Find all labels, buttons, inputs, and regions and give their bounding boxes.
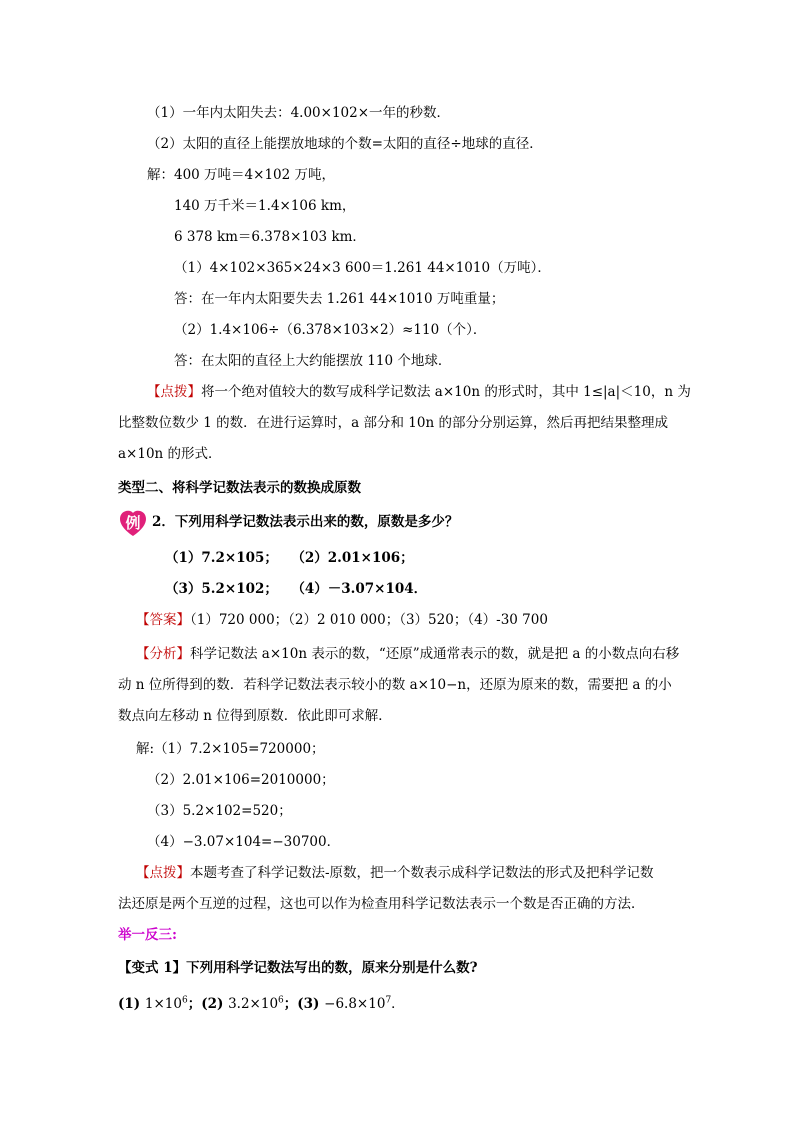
answer-line: 答：在太阳的直径上大约能摆放 110 个地球． [174, 353, 452, 369]
math-exponent: 7 [385, 995, 392, 1006]
text-line: （2）太阳的直径上能摆放地球的个数=太阳的直径÷地球的直径． [147, 136, 543, 152]
analysis-label: 【分析】 [136, 646, 190, 662]
solution-line: 解:（1）7.2×105=720000； [136, 741, 325, 757]
item-prefix: ；(2) [187, 996, 224, 1012]
question-item: （1）7.2×105； （2）2.01×106； [165, 550, 414, 566]
math-expression [228, 996, 284, 1012]
answer-line: 答：在一年内太阳要失去 1.261 44×1010 万吨重量； [174, 291, 505, 307]
math-base: 3.2×10 [228, 996, 279, 1012]
math-expression [324, 996, 391, 1012]
analysis-text: 科学记数法 a×10n 表示的数，“还原”成通常表示的数，就是把 a 的小数点向右移 [190, 646, 680, 662]
solution-intro: 解：400 万吨＝4×102 万吨， [147, 167, 336, 183]
solution-line: （3）5.2×102=520； [147, 803, 292, 819]
variant-items [118, 994, 405, 1014]
tip-label: 【点拨】 [136, 865, 190, 881]
answer-row [136, 610, 548, 630]
text-line: （1）4×102×365×24×3 600＝1.261 44×1010（万吨）． [174, 260, 551, 276]
answer-text: （1）720 000；（2）2 010 000；（3）520；（4）-30 700 [190, 612, 548, 628]
math-exponent: 6 [181, 995, 188, 1006]
tip-label: 【点拨】 [147, 384, 201, 400]
section-heading: 类型二、将科学记数法表示的数换成原数 [118, 480, 361, 496]
math-expression [145, 996, 188, 1012]
text-line: （1）一年内太阳失去：4.00×102×一年的秒数． [147, 105, 451, 121]
variant-question: 【变式 1】下列用科学记数法写出的数，原来分别是什么数? [118, 960, 478, 976]
math-base: −6.8×10 [324, 996, 386, 1012]
tip-paragraph-line: 比整数位数少 1 的数．在进行运算时，a 部分和 10n 的部分分别运算，然后再把结果整理成 [118, 415, 668, 431]
question: 2．下列用科学记数法表示出来的数，原数是多少？ [152, 514, 459, 530]
item-prefix: (1) [118, 996, 141, 1012]
example-badge-icon [118, 508, 148, 538]
answer-label: 【答案】 [136, 612, 190, 628]
example-badge-text: 例 [125, 514, 141, 532]
analysis-line [136, 644, 679, 664]
math-exponent: 6 [278, 995, 284, 1006]
text-line: 140 万千米＝1.4×106 km， [174, 198, 356, 214]
solution-line: （4）−3.07×104=−30700． [147, 834, 341, 850]
tip-paragraph-line: a×10n 的形式． [118, 446, 222, 462]
practice-heading: 举一反三: [118, 927, 177, 943]
item-prefix: ；(3) [283, 996, 320, 1012]
analysis-line: 动 n 位所得到的数．若科学记数法表示较小的数 a×10−n，还原为原来的数，需要把 a 的小 [118, 677, 672, 693]
text-line: （2）1.4×106÷（6.378×103×2）≈110（个）． [174, 322, 487, 338]
analysis-line: 数点向左移动 n 位得到原数．依此即可求解． [118, 708, 392, 724]
tip-text: 将一个绝对值较大的数写成科学记数法 a×10n 的形式时，其中 1≤|a|＜10，n 为 [201, 384, 691, 400]
tip-paragraph-line: 法还原是两个互逆的过程，这也可以作为检查用科学记数法表示一个数是否正确的方法． [118, 896, 645, 912]
question-item: （3）5.2×102； （4）－3.07×104． [165, 581, 428, 597]
math-base: 1×10 [144, 996, 182, 1012]
item-end: ． [391, 996, 405, 1012]
text-line: 6 378 km＝6.378×103 km． [174, 229, 366, 245]
tip-paragraph-line [147, 382, 691, 402]
tip-paragraph-line [136, 863, 654, 883]
tip-text: 本题考查了科学记数法-原数，把一个数表示成科学记数法的形式及把科学记数 [190, 865, 654, 881]
solution-line: （2）2.01×106=2010000； [147, 772, 335, 788]
